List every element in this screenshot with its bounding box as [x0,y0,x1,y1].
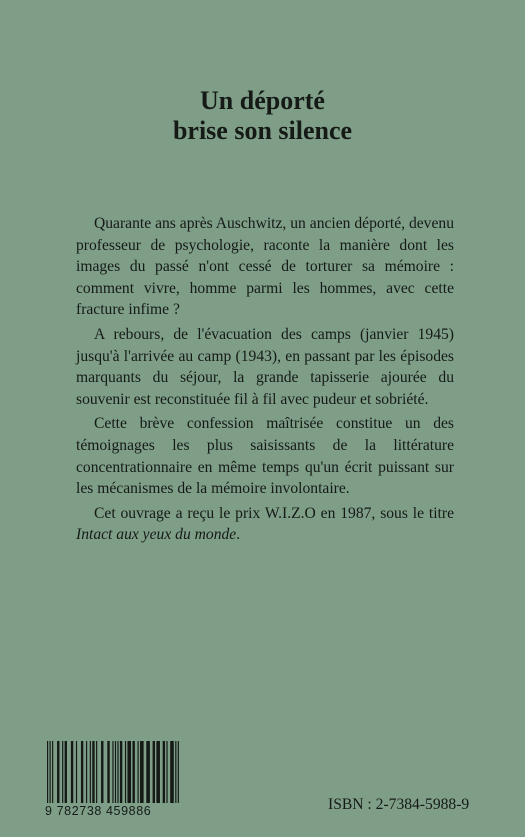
barcode-bar [107,741,109,803]
book-title [0,86,525,146]
prize-text-end: . [236,526,241,544]
barcode-bar [178,741,179,803]
barcode-bar [96,741,97,803]
barcode-bar [175,741,176,803]
barcode-bar [117,741,118,803]
title-line-2: brise son silence [172,116,353,145]
barcode-bar [115,741,116,803]
barcode-bar [138,741,139,803]
barcode-bar [163,741,165,803]
title-line-1: Un déporté [200,86,325,115]
prize-text: Cet ouvrage a reçu le prix W.I.Z.O en 1987, sous le titre [94,504,454,522]
barcode-bar [71,741,73,803]
barcode [47,741,179,803]
barcode-bar [62,741,63,803]
blurb-paragraph-4 [76,503,454,546]
barcode-bar [153,741,155,803]
barcode-bar [81,741,83,803]
barcode-bar [90,741,91,803]
barcode-bar [50,741,51,803]
barcode-bar [156,741,160,803]
barcode-digits: 9 782738 459886 [45,804,152,818]
barcode-bar [132,741,134,803]
barcode-bar [170,741,174,803]
isbn-label: ISBN : 2-7384-5988-9 [328,796,470,813]
barcode-bar [57,741,59,803]
barcode-bar [120,741,122,803]
barcode-bar [65,741,67,803]
barcode-bar [101,741,103,803]
barcode-bar [112,741,113,803]
barcode-bar [127,741,131,803]
barcode-bar [146,741,150,803]
barcode-bar [52,741,53,803]
barcode-bar [140,741,144,803]
original-title: Intact aux yeux du monde [76,526,237,544]
blurb [76,213,454,546]
barcode-bar [47,741,48,803]
blurb-paragraph-3: Cette brève confession maîtrisée constitue un des témoignages les plus saisissants de la littérature concentrationnaire en même temps qu'un écrit puissant sur les mécanismes de la mémoire involontaire. [76,415,454,498]
barcode-bar [166,741,167,803]
barcode-bar [92,741,94,803]
blurb-paragraph-2: A rebours, de l'évacuation des camps (janvier 1945) jusqu'à l'arrivée au camp (1943), en passant par les épisodes marquants du séjour, la grande tapisserie ajourée du souvenir est reconstituée fil à fil avec pudeur et sobriété. [76,325,454,408]
barcode-bar [76,741,77,803]
blurb-paragraph-1: Quarante ans après Auschwitz, un ancien déporté, devenu professeur de psychologie, raconte la manière dont les images du passé n'ont cessé de torturer sa mémoire : comment vivre, homme parmi les hommes, avec cette fracture infime ? [76,215,454,319]
barcode-bars [47,741,179,803]
barcode-bar [86,741,87,803]
barcode-bar [125,741,126,803]
